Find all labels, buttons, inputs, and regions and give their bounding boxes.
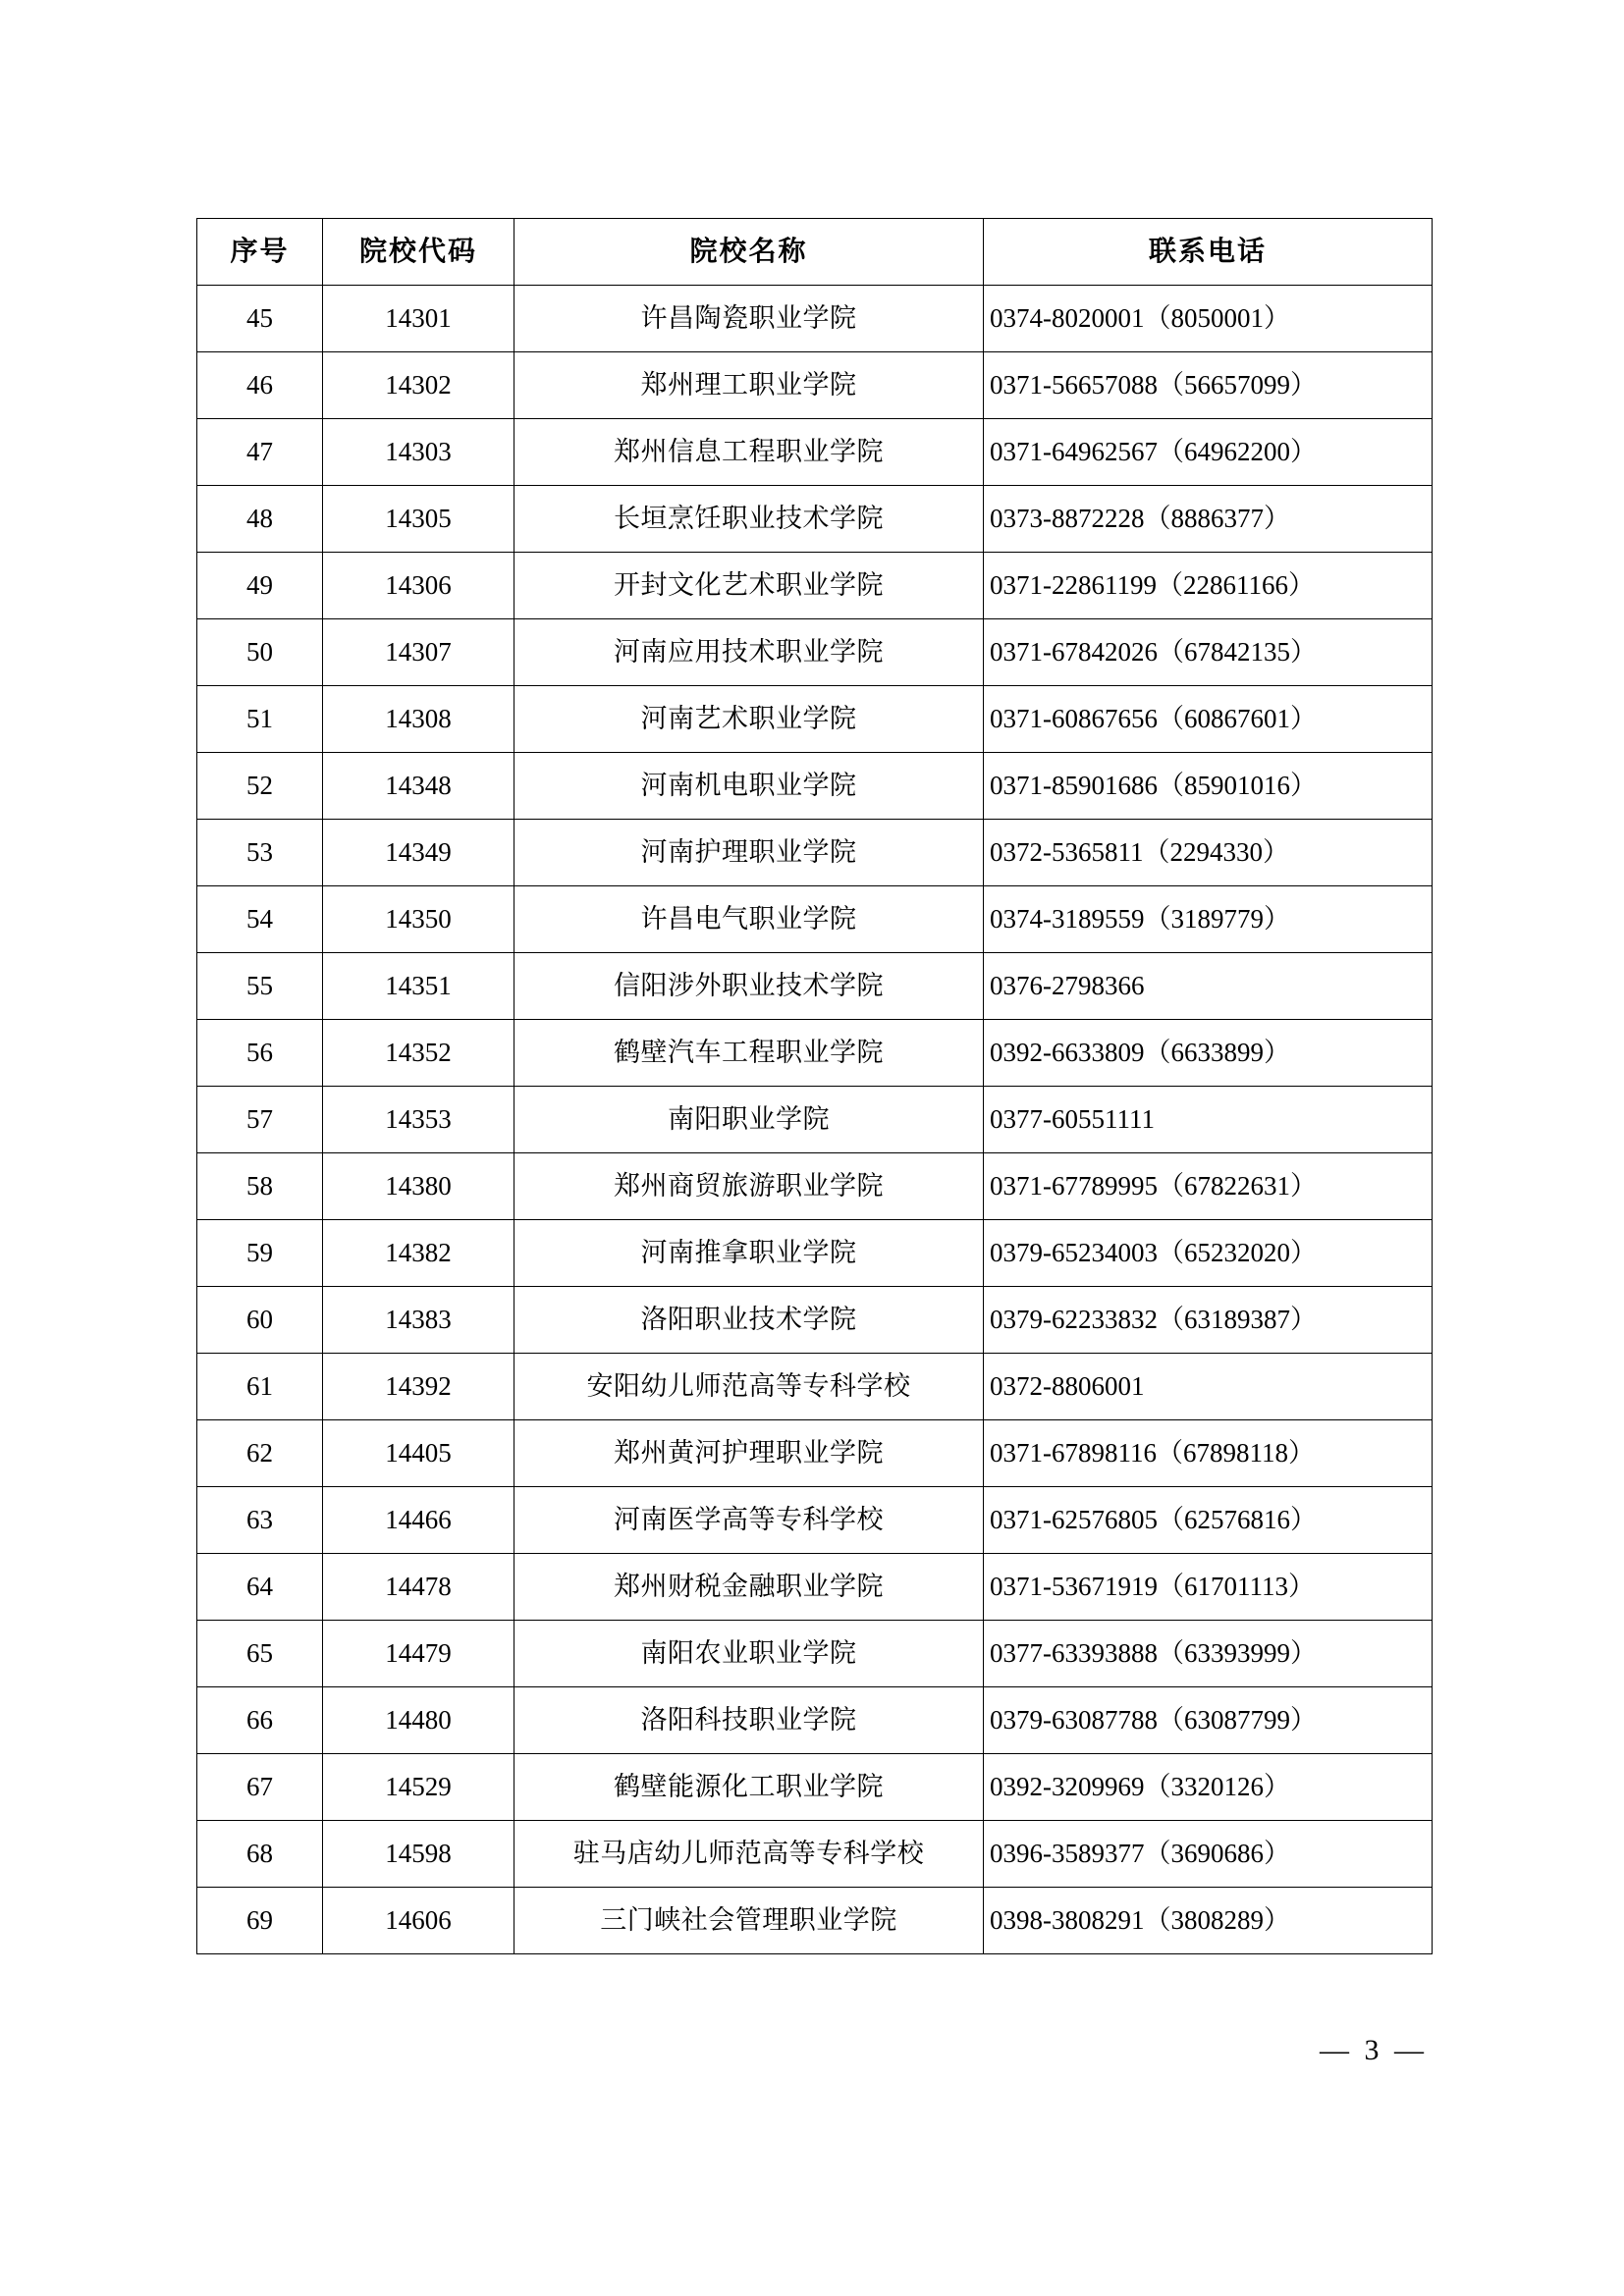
cell-school-code: 14383 (323, 1287, 514, 1354)
cell-school-code: 14392 (323, 1354, 514, 1420)
table-row (197, 1220, 1433, 1287)
cell-index: 47 (197, 419, 323, 486)
cell-school-name: 河南艺术职业学院 (514, 686, 984, 753)
column-header-phone: 联系电话 (984, 219, 1433, 286)
cell-school-name: 郑州信息工程职业学院 (514, 419, 984, 486)
cell-school-name: 郑州理工职业学院 (514, 352, 984, 419)
school-contact-table-wrapper (196, 218, 1432, 1954)
cell-school-code: 14598 (323, 1821, 514, 1888)
table-row (197, 1420, 1433, 1487)
table-body (197, 286, 1433, 1954)
cell-index: 63 (197, 1487, 323, 1554)
cell-index: 67 (197, 1754, 323, 1821)
table-header-row (197, 219, 1433, 286)
cell-contact-phone: 0379-63087788（63087799） (984, 1687, 1433, 1754)
cell-index: 65 (197, 1621, 323, 1687)
cell-school-name: 南阳职业学院 (514, 1087, 984, 1153)
cell-contact-phone: 0396-3589377（3690686） (984, 1821, 1433, 1888)
cell-school-name: 郑州黄河护理职业学院 (514, 1420, 984, 1487)
cell-contact-phone: 0374-8020001（8050001） (984, 286, 1433, 352)
table-row (197, 486, 1433, 553)
cell-school-code: 14301 (323, 286, 514, 352)
table-row (197, 1687, 1433, 1754)
cell-school-name: 南阳农业职业学院 (514, 1621, 984, 1687)
cell-index: 48 (197, 486, 323, 553)
cell-index: 53 (197, 820, 323, 886)
cell-school-name: 鹤壁能源化工职业学院 (514, 1754, 984, 1821)
cell-index: 62 (197, 1420, 323, 1487)
cell-index: 69 (197, 1888, 323, 1954)
cell-school-name: 河南应用技术职业学院 (514, 619, 984, 686)
table-row (197, 286, 1433, 352)
cell-school-code: 14303 (323, 419, 514, 486)
cell-index: 54 (197, 886, 323, 953)
cell-school-name: 郑州财税金融职业学院 (514, 1554, 984, 1621)
table-row (197, 1153, 1433, 1220)
cell-school-name: 安阳幼儿师范高等专科学校 (514, 1354, 984, 1420)
table-row (197, 352, 1433, 419)
cell-school-code: 14529 (323, 1754, 514, 1821)
table-row (197, 820, 1433, 886)
cell-contact-phone: 0377-60551111 (984, 1087, 1433, 1153)
cell-school-code: 14405 (323, 1420, 514, 1487)
cell-contact-phone: 0371-56657088（56657099） (984, 352, 1433, 419)
cell-school-code: 14380 (323, 1153, 514, 1220)
cell-index: 60 (197, 1287, 323, 1354)
cell-index: 57 (197, 1087, 323, 1153)
cell-contact-phone: 0377-63393888（63393999） (984, 1621, 1433, 1687)
cell-school-name: 许昌陶瓷职业学院 (514, 286, 984, 352)
cell-contact-phone: 0372-5365811（2294330） (984, 820, 1433, 886)
cell-school-code: 14351 (323, 953, 514, 1020)
table-row (197, 1287, 1433, 1354)
table-row (197, 1020, 1433, 1087)
cell-school-code: 14308 (323, 686, 514, 753)
table-row (197, 1754, 1433, 1821)
cell-contact-phone: 0371-67789995（67822631） (984, 1153, 1433, 1220)
cell-school-code: 14302 (323, 352, 514, 419)
cell-school-code: 14348 (323, 753, 514, 820)
cell-index: 51 (197, 686, 323, 753)
cell-contact-phone: 0376-2798366 (984, 953, 1433, 1020)
cell-index: 56 (197, 1020, 323, 1087)
table-row (197, 886, 1433, 953)
cell-school-name: 河南机电职业学院 (514, 753, 984, 820)
cell-index: 61 (197, 1354, 323, 1420)
cell-contact-phone: 0371-67898116（67898118） (984, 1420, 1433, 1487)
cell-index: 45 (197, 286, 323, 352)
cell-school-name: 河南推拿职业学院 (514, 1220, 984, 1287)
cell-contact-phone: 0371-62576805（62576816） (984, 1487, 1433, 1554)
cell-school-code: 14479 (323, 1621, 514, 1687)
cell-school-name: 许昌电气职业学院 (514, 886, 984, 953)
table-row (197, 953, 1433, 1020)
cell-school-name: 郑州商贸旅游职业学院 (514, 1153, 984, 1220)
table-row (197, 1487, 1433, 1554)
cell-contact-phone: 0371-64962567（64962200） (984, 419, 1433, 486)
cell-contact-phone: 0374-3189559（3189779） (984, 886, 1433, 953)
cell-index: 55 (197, 953, 323, 1020)
cell-school-name: 信阳涉外职业技术学院 (514, 953, 984, 1020)
cell-school-code: 14352 (323, 1020, 514, 1087)
cell-contact-phone: 0379-62233832（63189387） (984, 1287, 1433, 1354)
cell-contact-phone: 0398-3808291（3808289） (984, 1888, 1433, 1954)
cell-school-code: 14466 (323, 1487, 514, 1554)
cell-school-code: 14306 (323, 553, 514, 619)
cell-school-code: 14305 (323, 486, 514, 553)
cell-index: 52 (197, 753, 323, 820)
cell-school-code: 14480 (323, 1687, 514, 1754)
cell-school-code: 14307 (323, 619, 514, 686)
cell-school-name: 长垣烹饪职业技术学院 (514, 486, 984, 553)
cell-school-code: 14349 (323, 820, 514, 886)
table-row (197, 1354, 1433, 1420)
cell-index: 59 (197, 1220, 323, 1287)
cell-school-name: 洛阳科技职业学院 (514, 1687, 984, 1754)
school-contact-table (196, 218, 1433, 1954)
table-row (197, 553, 1433, 619)
cell-contact-phone: 0372-8806001 (984, 1354, 1433, 1420)
column-header-name: 院校名称 (514, 219, 984, 286)
cell-school-name: 三门峡社会管理职业学院 (514, 1888, 984, 1954)
cell-contact-phone: 0373-8872228（8886377） (984, 486, 1433, 553)
table-row (197, 619, 1433, 686)
cell-school-code: 14606 (323, 1888, 514, 1954)
table-row (197, 1888, 1433, 1954)
table-row (197, 1821, 1433, 1888)
cell-school-code: 14478 (323, 1554, 514, 1621)
cell-index: 66 (197, 1687, 323, 1754)
cell-school-name: 洛阳职业技术学院 (514, 1287, 984, 1354)
cell-contact-phone: 0371-60867656（60867601） (984, 686, 1433, 753)
table-row (197, 1621, 1433, 1687)
cell-contact-phone: 0371-22861199（22861166） (984, 553, 1433, 619)
column-header-index: 序号 (197, 219, 323, 286)
cell-index: 46 (197, 352, 323, 419)
table-row (197, 1087, 1433, 1153)
cell-index: 58 (197, 1153, 323, 1220)
cell-contact-phone: 0371-53671919（61701113） (984, 1554, 1433, 1621)
cell-index: 49 (197, 553, 323, 619)
cell-contact-phone: 0392-6633809（6633899） (984, 1020, 1433, 1087)
cell-school-name: 开封文化艺术职业学院 (514, 553, 984, 619)
page-number: — 3 — (1320, 2034, 1428, 2066)
cell-index: 50 (197, 619, 323, 686)
cell-school-code: 14382 (323, 1220, 514, 1287)
table-row (197, 419, 1433, 486)
cell-contact-phone: 0371-85901686（85901016） (984, 753, 1433, 820)
cell-contact-phone: 0379-65234003（65232020） (984, 1220, 1433, 1287)
cell-school-code: 14353 (323, 1087, 514, 1153)
cell-contact-phone: 0371-67842026（67842135） (984, 619, 1433, 686)
cell-index: 68 (197, 1821, 323, 1888)
table-row (197, 1554, 1433, 1621)
cell-school-name: 鹤壁汽车工程职业学院 (514, 1020, 984, 1087)
table-row (197, 753, 1433, 820)
column-header-code: 院校代码 (323, 219, 514, 286)
cell-contact-phone: 0392-3209969（3320126） (984, 1754, 1433, 1821)
cell-school-name: 河南护理职业学院 (514, 820, 984, 886)
table-row (197, 686, 1433, 753)
cell-school-name: 驻马店幼儿师范高等专科学校 (514, 1821, 984, 1888)
cell-school-code: 14350 (323, 886, 514, 953)
cell-index: 64 (197, 1554, 323, 1621)
cell-school-name: 河南医学高等专科学校 (514, 1487, 984, 1554)
